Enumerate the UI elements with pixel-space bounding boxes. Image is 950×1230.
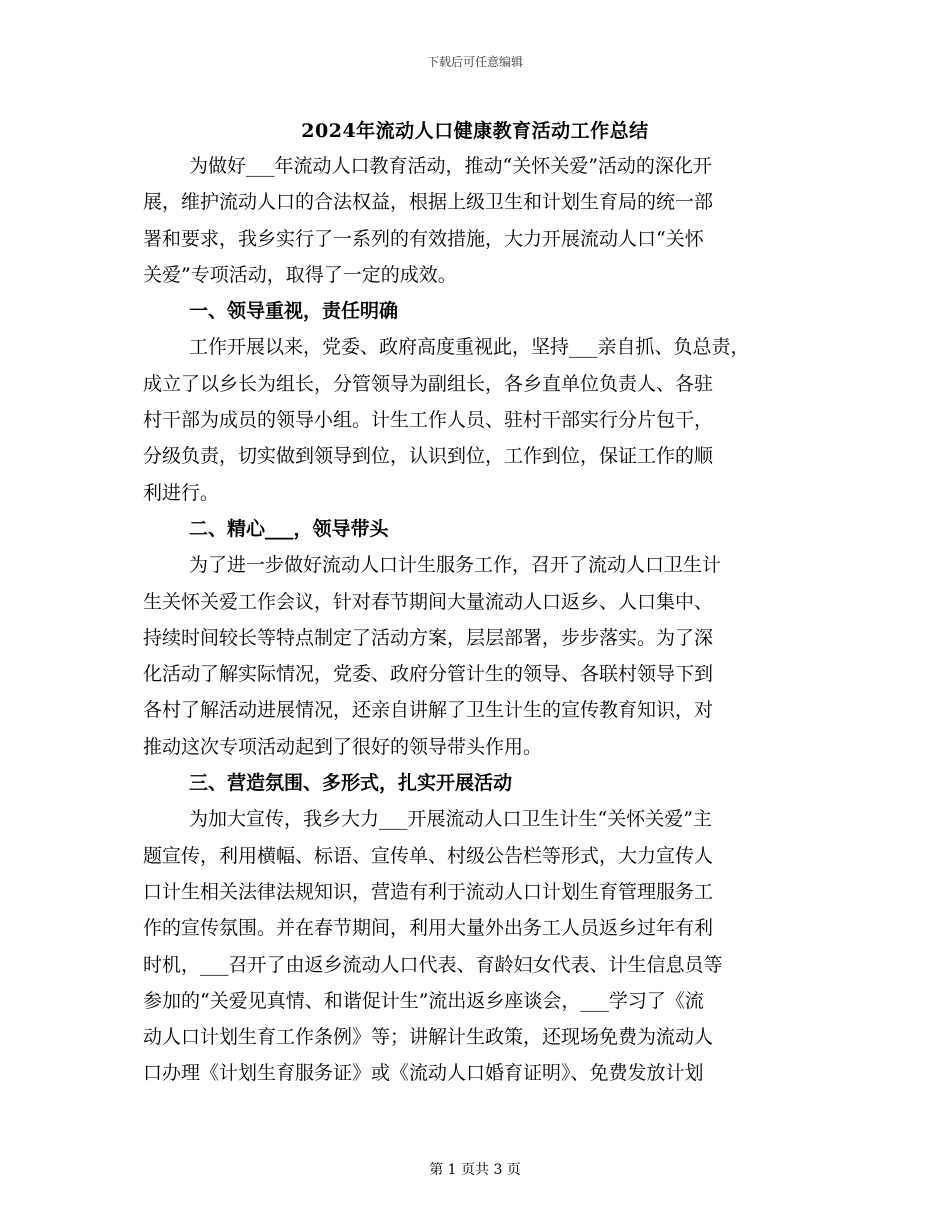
section-heading: 一、领导重视，责任明确	[189, 300, 399, 323]
page-number-footer: 第 1 页共 3 页	[429, 1162, 521, 1178]
paragraph-line: 题宣传，利用横幅、标语、宣传单、村级公告栏等形式，大力宣传人	[143, 844, 714, 867]
paragraph-line: 为加大宣传，我乡大力___开展流动人口卫生计生“关怀关爱”主	[189, 808, 712, 831]
paragraph-line: 动人口计划生育工作条例》等；讲解计生政策，还现场免费为流动人	[143, 1026, 714, 1049]
section-heading: 三、营造氛围、多形式，扎实开展活动	[189, 772, 513, 795]
document-title: 2024年流动人口健康教育活动工作总结	[301, 120, 649, 142]
paragraph-line: 生关怀关爱工作会议，针对春节期间大量流动人口返乡、人口集中、	[143, 590, 714, 613]
paragraph-line: 口计生相关法律法规知识，营造有利于流动人口计划生育管理服务工	[143, 880, 714, 903]
paragraph-line: 成立了以乡长为组长，分管领导为副组长，各乡直单位负责人、各驻	[143, 372, 714, 395]
paragraph-line: 展，维护流动人口的合法权益，根据上级卫生和计划生育局的统一部	[143, 191, 714, 214]
paragraph-line: 为了进一步做好流动人口计生服务工作，召开了流动人口卫生计	[189, 554, 722, 577]
paragraph-line: 口办理《计划生育服务证》或《流动人口婚育证明》、免费发放计划	[143, 1062, 704, 1085]
paragraph-line: 各村了解活动进展情况，还亲自讲解了卫生计生的宣传教育知识，对	[143, 699, 714, 722]
paragraph-line: 化活动了解实际情况，党委、政府分管计生的领导、各联村领导下到	[143, 663, 714, 686]
paragraph-line: 村干部为成员的领导小组。计生工作人员、驻村干部实行分片包干，	[143, 409, 714, 432]
section-heading: 二、精心___，领导带头	[189, 517, 389, 540]
paragraph-line: 推动这次专项活动起到了很好的领导带头作用。	[143, 735, 543, 758]
paragraph-line: 工作开展以来，党委、政府高度重视此，坚持___亲自抓、负总责，	[189, 336, 750, 359]
paragraph-line: 为做好___年流动人口教育活动，推动“关怀关爱”活动的深化开	[189, 155, 712, 177]
paragraph-line: 利进行。	[143, 481, 220, 504]
download-note: 下载后可任意编辑	[426, 55, 523, 69]
paragraph-line: 作的宣传氛围。并在春节期间，利用大量外出务工人员返乡过年有利	[143, 917, 714, 940]
paragraph-line: 时机，___召开了由返乡流动人口代表、育龄妇女代表、计生信息员等	[143, 953, 723, 976]
paragraph-line: 持续时间较长等特点制定了活动方案，层层部署，步步落实。为了深	[143, 626, 714, 649]
paragraph-line: 分级负责，切实做到领导到位，认识到位，工作到位，保证工作的顺	[143, 445, 714, 468]
paragraph-line: 参加的“关爱见真情、和谐促计生”流出返乡座谈会，___学习了《流	[143, 989, 704, 1012]
paragraph-line: 署和要求，我乡实行了一系列的有效措施，大力开展流动人口“关怀	[143, 227, 704, 250]
paragraph-line: 关爱”专项活动，取得了一定的成效。	[143, 263, 457, 286]
document-body	[143, 148, 821, 1092]
